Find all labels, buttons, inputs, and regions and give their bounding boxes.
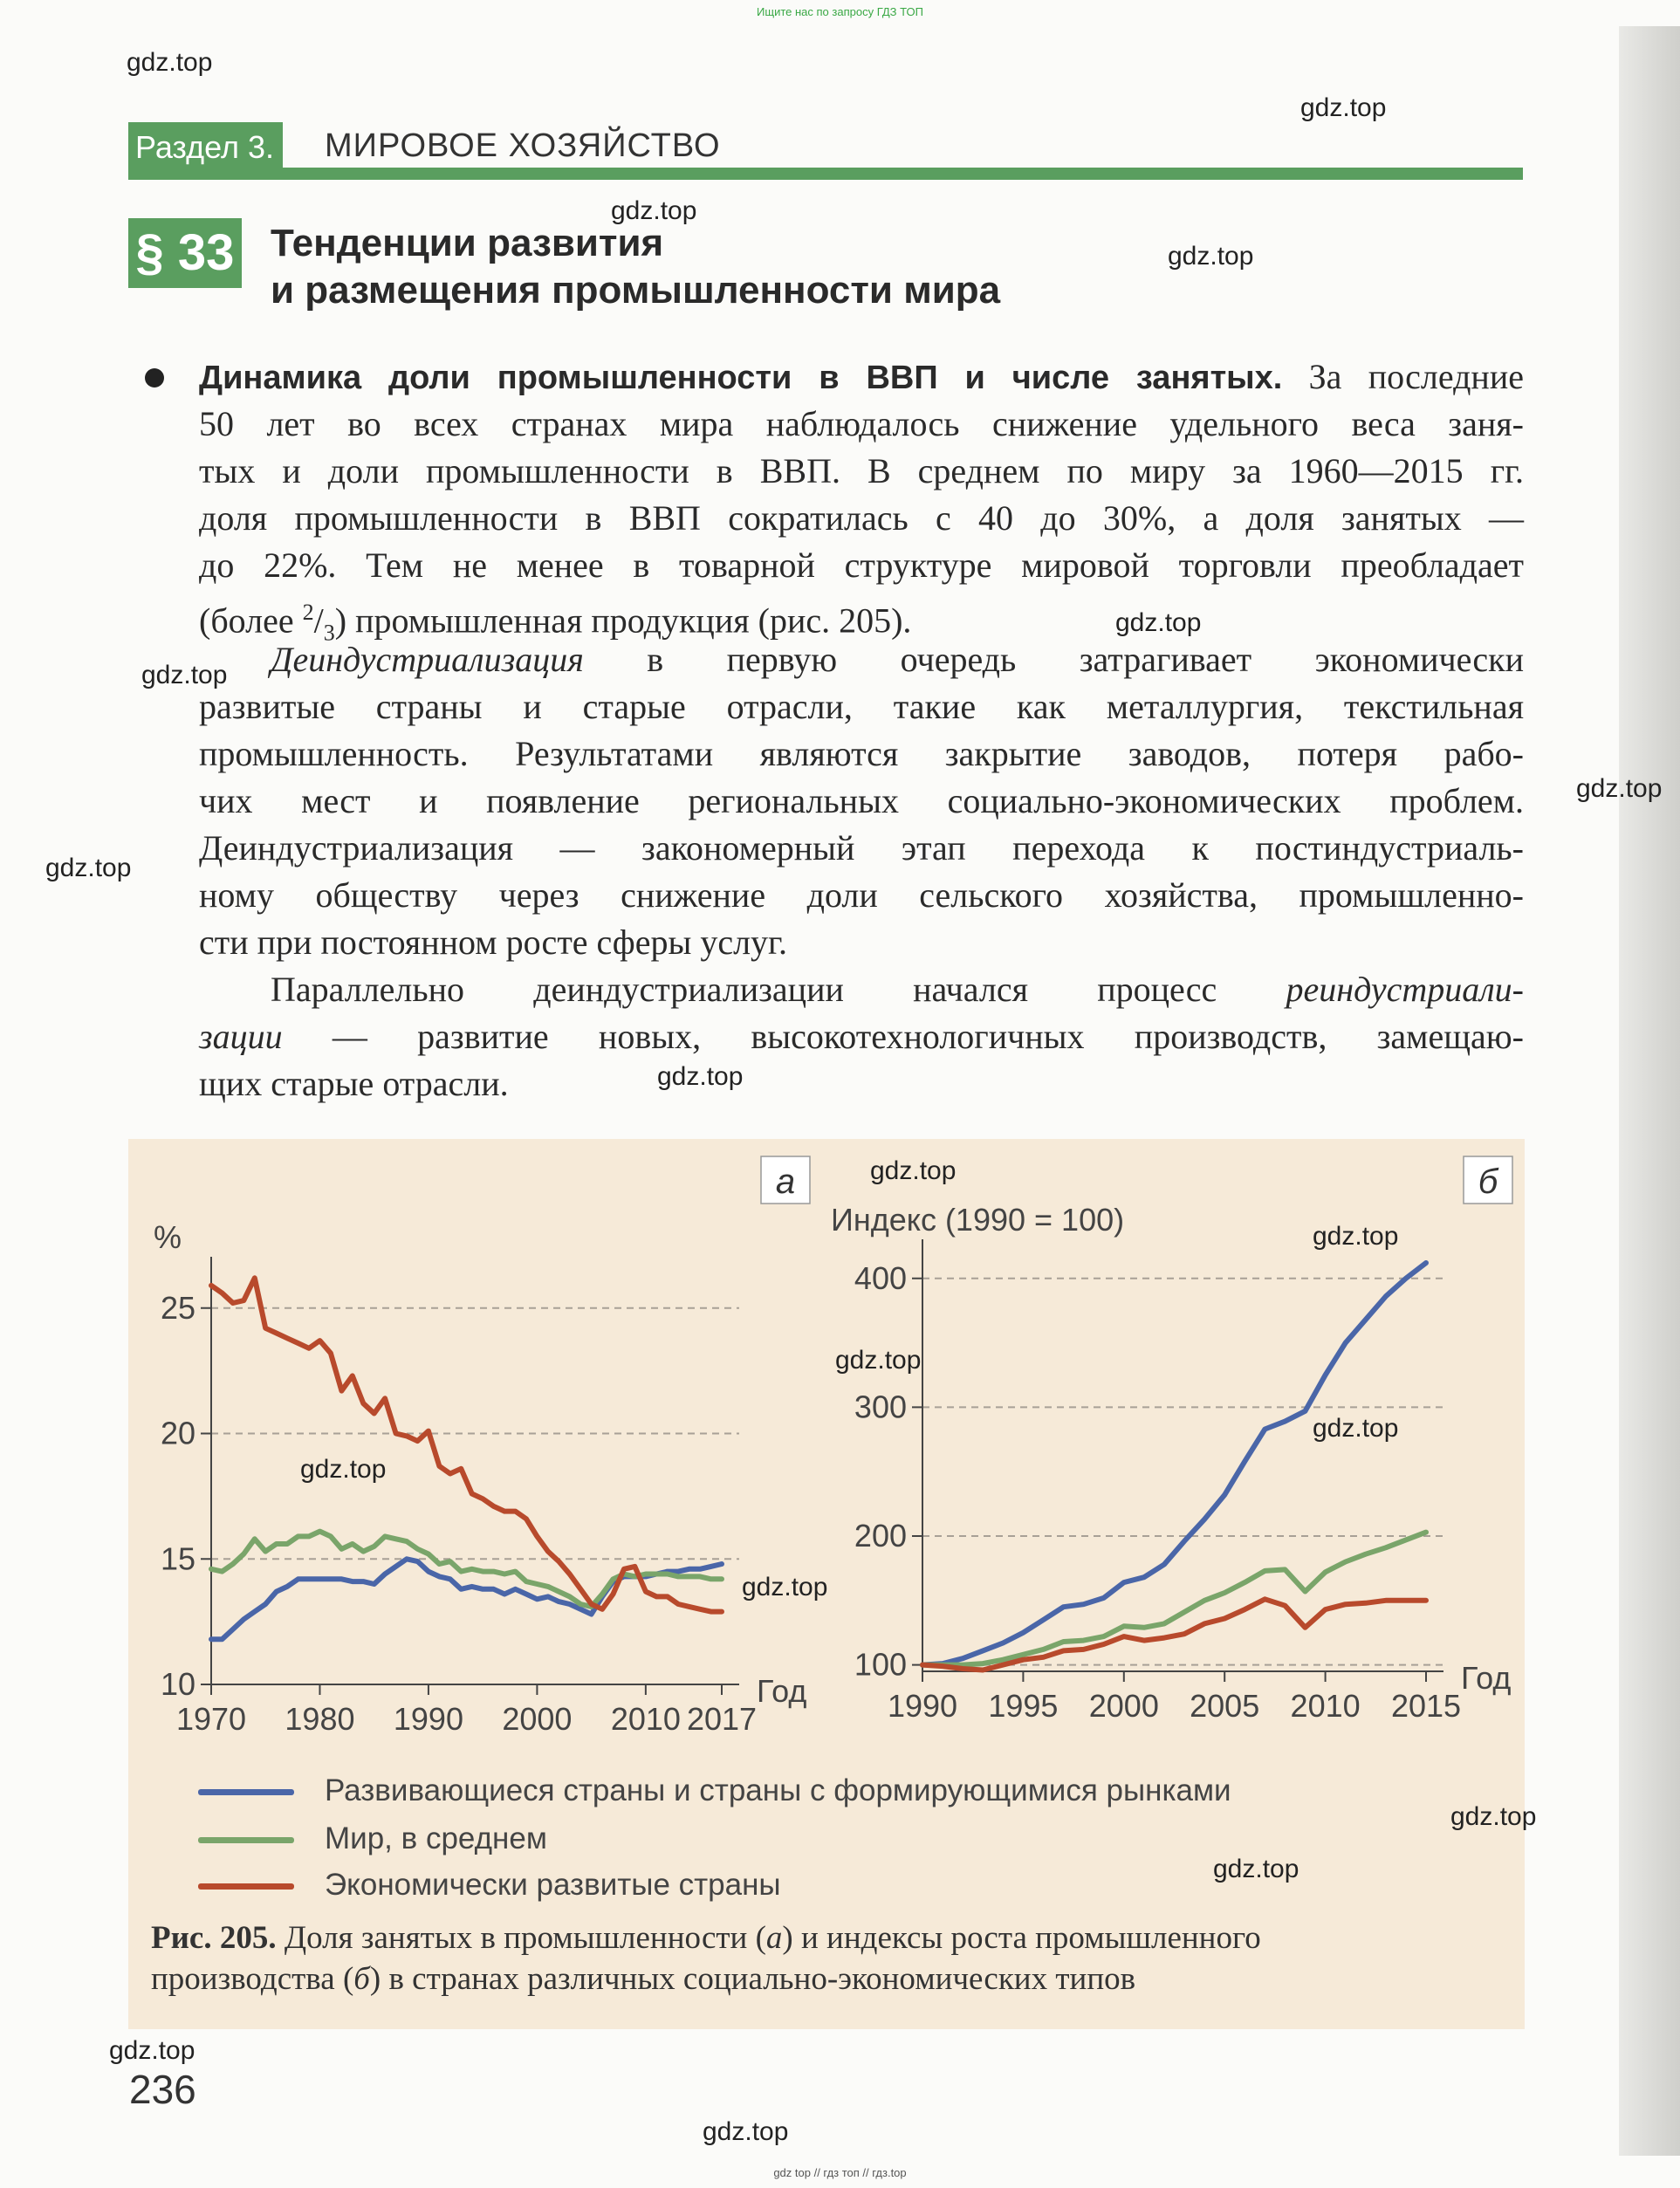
watermark: gdz.top	[742, 1573, 828, 1602]
y-axis-label: Индекс (1990 = 100)	[831, 1202, 1125, 1238]
y-tick-label: 10	[160, 1666, 195, 1702]
paragraph-title-line: Тенденции развития	[271, 222, 664, 264]
text-line: промышленность. Результатами являются закрытие заводов, потеря рабо-	[199, 734, 1524, 773]
page-number: 236	[129, 2067, 196, 2112]
bottom-note: gdz top // гдз топ // гдз.top	[773, 2166, 907, 2179]
figure-caption: производства (б) в странах различных социально-экономических типов	[151, 1961, 1136, 1997]
x-tick-label: 2015	[1390, 1688, 1462, 1724]
watermark: gdz.top	[870, 1156, 957, 1185]
watermark: gdz.top	[1115, 608, 1202, 637]
legend-label: Экономически развитые страны	[325, 1868, 781, 1902]
watermark: gdz.top	[611, 196, 697, 225]
section-header	[128, 122, 1523, 175]
watermark: gdz.top	[1313, 1414, 1399, 1443]
x-tick-label: 2010	[1290, 1688, 1361, 1724]
y-tick-label: 400	[854, 1259, 907, 1296]
watermark: gdz.top	[1313, 1222, 1399, 1251]
legend-label: Развивающиеся страны и страны с формирующимися рынками	[325, 1773, 1231, 1807]
text-line: щих старые отрасли.	[199, 1064, 509, 1103]
legend-swatch	[198, 1883, 294, 1890]
paragraph-title-line: и размещения промышленности мира	[271, 269, 1001, 312]
term: Деиндустриализация	[271, 640, 584, 679]
x-axis-label: Год	[757, 1673, 807, 1709]
x-axis-label: Год	[1461, 1660, 1512, 1696]
y-tick-label: 25	[160, 1289, 195, 1326]
watermark: gdz.top	[127, 48, 213, 77]
watermark: gdz.top	[141, 661, 228, 689]
panel-label: а	[775, 1163, 796, 1201]
watermark: gdz.top	[657, 1062, 744, 1091]
chart-a	[154, 1156, 810, 1737]
x-tick-label: 1990	[393, 1701, 463, 1737]
watermark: gdz.top	[1576, 774, 1663, 803]
series-line	[211, 1278, 722, 1611]
x-tick-label: 1970	[175, 1701, 247, 1737]
text-line: зации — развитие новых, высокотехнологичных производств, замещаю-	[199, 1017, 1524, 1056]
text-line: 50 лет во всех странах мира наблюдалось снижение удельного веса заня-	[199, 404, 1524, 443]
x-tick-label: 1980	[285, 1701, 355, 1737]
section-title: МИРОВОЕ ХОЗЯЙСТВО	[325, 127, 721, 164]
legend-swatch	[198, 1837, 294, 1843]
watermark: gdz.top	[1213, 1855, 1299, 1883]
top-note: Ищите нас по запросу ГДЗ ТОП	[757, 5, 923, 18]
x-tick-label: 1995	[988, 1688, 1059, 1724]
watermark: gdz.top	[835, 1346, 922, 1375]
x-tick-label: 1990	[887, 1688, 958, 1724]
watermark: gdz.top	[1168, 242, 1254, 271]
x-tick-label: 2000	[1088, 1688, 1159, 1724]
text-line: сти при постоянном росте сферы услуг.	[199, 923, 787, 962]
term: зации	[199, 1017, 283, 1056]
term: реиндустриали-	[1286, 970, 1524, 1009]
text-line: доля промышленности в ВВП сократилась с 40 до 30%, а доля занятых —	[199, 498, 1524, 538]
text-line: тых и доли промышленности в ВВП. В среднем по миру за 1960—2015 гг.	[199, 451, 1524, 490]
page-edge-shadow	[1619, 26, 1680, 2156]
series-line	[211, 1532, 722, 1607]
watermark: gdz.top	[703, 2117, 789, 2146]
watermark: gdz.top	[1300, 93, 1387, 122]
caption-label: Рис. 205.	[151, 1920, 277, 1956]
text-line: (более $^2/_3$) промышленная продукция (рис. 205).	[199, 600, 912, 646]
paragraph-title	[271, 220, 1000, 314]
legend-label: Мир, в среднем	[325, 1821, 547, 1855]
text-line: чих мест и появление региональных социально-экономических проблем.	[199, 781, 1524, 820]
figure-205	[128, 1139, 1537, 2029]
figure-caption: Рис. 205. Доля занятых в промышленности (а) и индексы роста промышленного	[151, 1920, 1261, 1956]
x-tick-label: 2010	[610, 1701, 681, 1737]
y-tick-label: 15	[160, 1540, 195, 1577]
text-line: до 22%. Тем не менее в товарной структуре мировой торговли преобладает	[199, 545, 1524, 585]
y-tick-label: 100	[854, 1646, 907, 1683]
subheading: Динамика доли промышленности в ВВП и числе занятых.	[199, 360, 1283, 396]
text-line: Деиндустриализация — закономерный этап перехода к постиндустриаль-	[199, 828, 1524, 868]
panel-label: б	[1478, 1163, 1498, 1201]
legend-swatch	[198, 1789, 294, 1795]
text-line: Деиндустриализация в первую очередь затрагивает экономически	[271, 640, 1524, 679]
text-line: ному обществу через снижение доли сельского хозяйства, промышленно-	[199, 875, 1524, 915]
x-tick-label: 2017	[686, 1701, 758, 1737]
y-tick-label: 20	[160, 1415, 195, 1451]
text-line: развитые страны и старые отрасли, такие как металлургия, текстильная	[199, 687, 1524, 726]
watermark: gdz.top	[300, 1455, 387, 1484]
section-label: Раздел 3.	[128, 122, 283, 169]
watermark: gdz.top	[1450, 1802, 1537, 1831]
watermark: gdz.top	[45, 854, 132, 882]
text-line: Динамика доли промышленности в ВВП и числе занятых. За последние	[199, 357, 1524, 396]
section-divider	[128, 168, 1523, 180]
text-line: Параллельно деиндустриализации начался процесс реиндустриали-	[271, 970, 1524, 1009]
chart-b	[831, 1156, 1512, 1724]
bullet-icon	[145, 368, 164, 388]
x-tick-label: 2005	[1190, 1688, 1260, 1724]
paragraph-number: § 33	[128, 218, 242, 288]
y-tick-label: 300	[854, 1389, 907, 1425]
y-tick-label: 200	[854, 1518, 907, 1554]
watermark: gdz.top	[109, 2036, 195, 2065]
y-axis-label: %	[153, 1219, 182, 1255]
x-tick-label: 2000	[502, 1701, 573, 1737]
